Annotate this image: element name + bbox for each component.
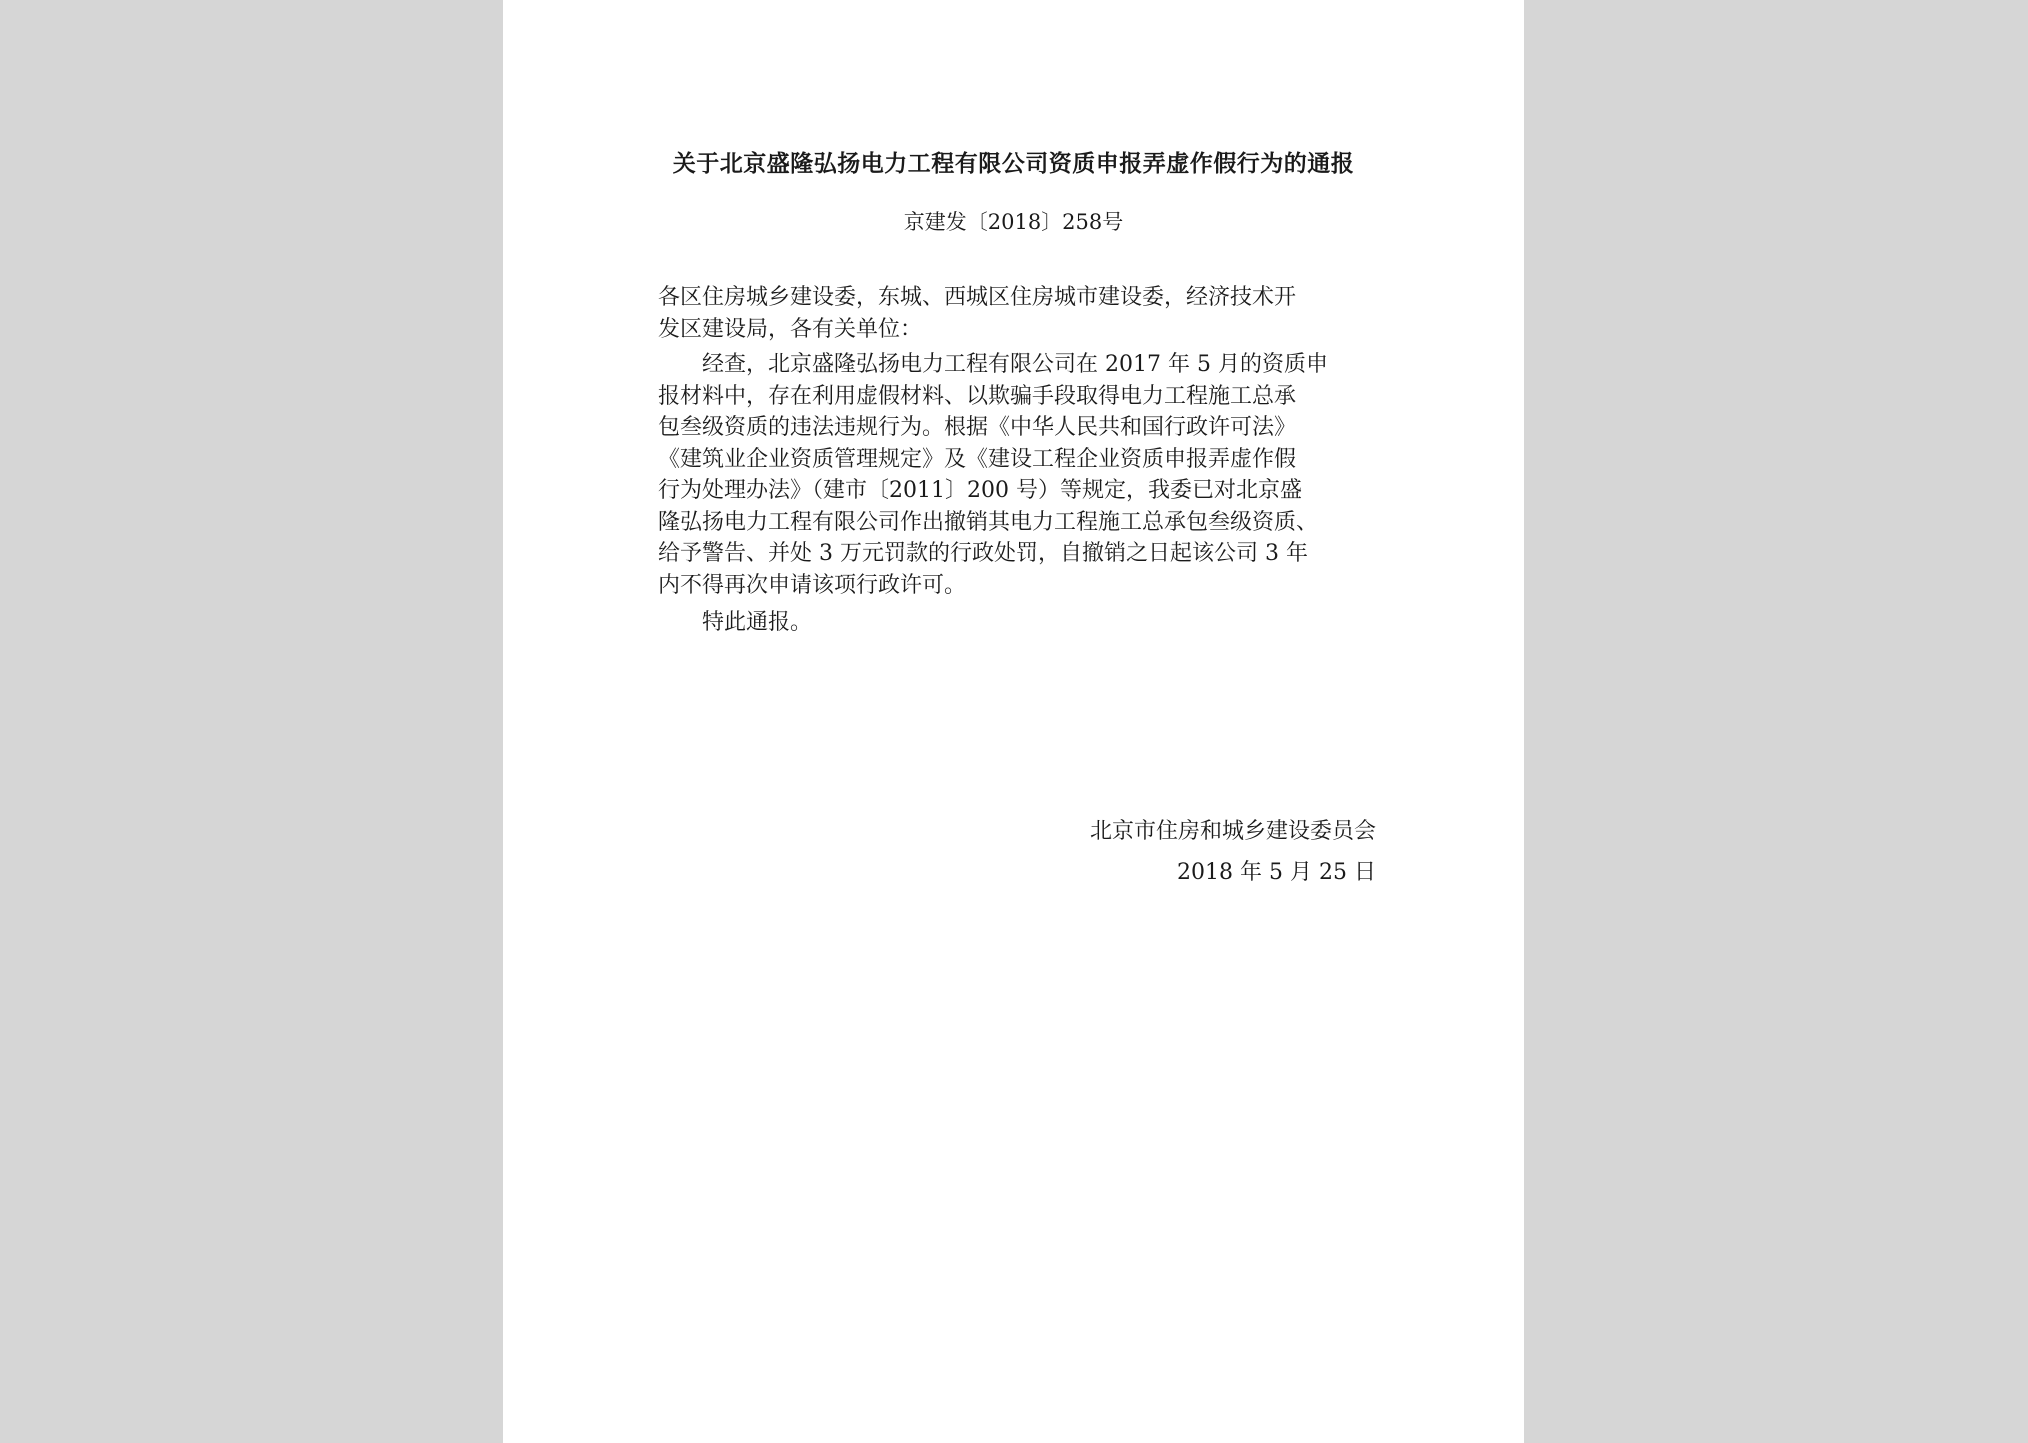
addressee [658,282,1398,345]
body-line: 内不得再次申请该项行政许可。 [658,572,967,598]
body-line: 包叁级资质的违法违规行为。根据《中华人民共和国行政许可法》 [658,415,1297,440]
addressee-line: 各区住房城乡建设委，东城、西城区住房城市建设委，经济技术开 [658,285,1297,310]
body-line: 《建筑业企业资质管理规定》及《建设工程企业资质申报弄虚作假 [658,446,1297,472]
document-title: 关于北京盛隆弘扬电力工程有限公司资质申报弄虚作假行为的通报 [672,150,1355,177]
document-page [503,0,1524,1443]
document-number: 京建发〔2018〕258号 [903,210,1124,234]
body-line: 报材料中，存在利用虚假材料、以欺骗手段取得电力工程施工总承 [658,383,1297,409]
main-paragraph [658,349,1398,601]
closing-line: 特此通报。 [702,610,813,635]
document-body [658,282,1398,639]
addressee-line: 发区建设局，各有关单位： [658,316,923,342]
closing-paragraph [658,607,1398,639]
body-line: 行为处理办法》（建市〔2011〕200 号）等规定，我委已对北京盛 [658,478,1302,503]
signature-date: 2018 年 5 月 25 日 [1177,860,1376,885]
signature-organization: 北京市住房和城乡建设委员会 [1089,819,1376,844]
body-line: 给予警告、并处 3 万元罚款的行政处罚，自撤销之日起该公司 3 年 [658,541,1308,566]
body-line: 经查，北京盛隆弘扬电力工程有限公司在 2017 年 5 月的资质申 [702,352,1328,377]
body-line: 隆弘扬电力工程有限公司作出撤销其电力工程施工总承包叁级资质、 [658,509,1319,535]
